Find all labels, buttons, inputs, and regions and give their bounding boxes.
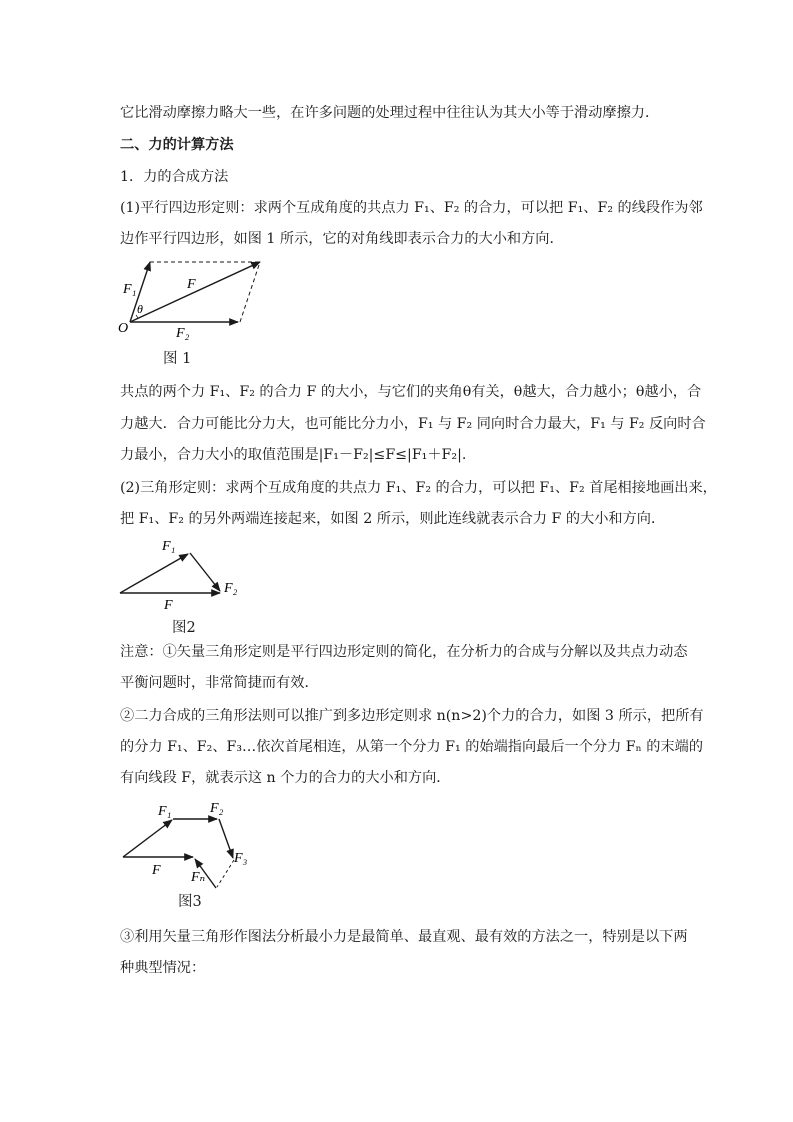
subsection-heading: 1．力的合成方法 [120,169,229,185]
figure-1-caption: 图 1 [163,351,192,367]
resultant-range-line-1: 共点的两个力 F₁、F₂ 的合力 F 的大小，与它们的夹角θ有关，θ越大，合力越小；θ越小，合 [120,384,702,400]
triangle-rule-line-2: 把 F₁、F₂ 的另外两端连接起来，如图 2 所示，则此连线就表示合力 F 的大小和方向． [120,511,666,527]
label-fn: Fₙ [191,870,206,885]
vector-f2-arrow [190,553,220,591]
label-f: F [187,277,196,292]
resultant-range-line-2: 力越大．合力可能比分力大，也可能比分力小，F₁ 与 F₂ 同向时合力最大，F₁ 与 F₂ 反向时合 [120,416,706,432]
label-f2: F₂ [224,581,238,596]
label-f3: F₃ [234,851,248,866]
label-origin: O [118,321,129,336]
minimum-force-line-2: 种典型情况： [120,960,206,976]
polygon-rule-line-1: ②二力合成的三角形法则可以推广到多边形定则求 n(n>2)个力的合力，如图 3 所示，把所有 [120,708,704,724]
label-f1: F₁ [158,804,172,819]
figure-3-caption: 图3 [178,894,202,910]
dashed-gap [217,860,234,887]
resultant-range-line-3: 力最小，合力大小的取值范围是|F₁－F₂|≤F≤|F₁＋F₂|. [120,447,467,463]
triangle-rule-line-1: (2)三角形定则：求两个互成角度的共点力 F₁、F₂ 的合力，可以把 F₁、F₂ 首尾相接地画出来， [120,480,717,496]
note-line-2: 平衡问题时，非常简捷而有效． [120,675,319,691]
note-line-1: 注意：①矢量三角形定则是平行四边形定则的简化，在分析力的合成与分解以及共点力动态 [120,644,688,660]
parallelogram-rule-line-2: 边作平行四边形，如图 1 所示，它的对角线即表示合力的大小和方向． [120,231,564,247]
section-heading: 二、力的计算方法 [120,137,234,153]
figure-1-parallelogram [110,250,280,350]
parallelogram-rule-line-1: (1)平行四边形定则：求两个互成角度的共点力 F₁、F₂ 的合力，可以把 F₁、F₂ 的线段作为邻 [120,200,703,216]
label-f2: F₂ [210,801,224,816]
figure-3-polygon [115,795,265,895]
label-theta: θ [137,302,143,316]
vector-f1-arrow [120,554,188,593]
label-f1: F₁ [162,539,176,554]
dashed-right-side [240,262,260,322]
figure-2-triangle [110,535,255,615]
label-f2: F₂ [176,326,190,341]
vector-f-arrow [130,262,260,322]
polygon-rule-line-2: 的分力 F₁、F₂、F₃…依次首尾相连，从第一个分力 F₁ 的始端指向最后一个分力 Fₙ 的末端的 [120,739,704,755]
figure-2-caption: 图2 [172,620,196,636]
vector-f1-arrow [123,820,172,857]
paragraph-intro: 它比滑动摩擦力略大一些，在许多问题的处理过程中往往认为其大小等于滑动摩擦力． [120,105,660,121]
label-f: F [164,598,173,613]
label-f1: F₁ [123,282,137,297]
polygon-rule-line-3: 有向线段 F，就表示这 n 个力的合力的大小和方向． [120,770,451,786]
vector-f3-arrow [219,819,233,858]
minimum-force-line-1: ③利用矢量三角形作图法分析最小力是最简单、最直观、最有效的方法之一，特别是以下两 [120,929,688,945]
label-f: F [152,863,161,878]
